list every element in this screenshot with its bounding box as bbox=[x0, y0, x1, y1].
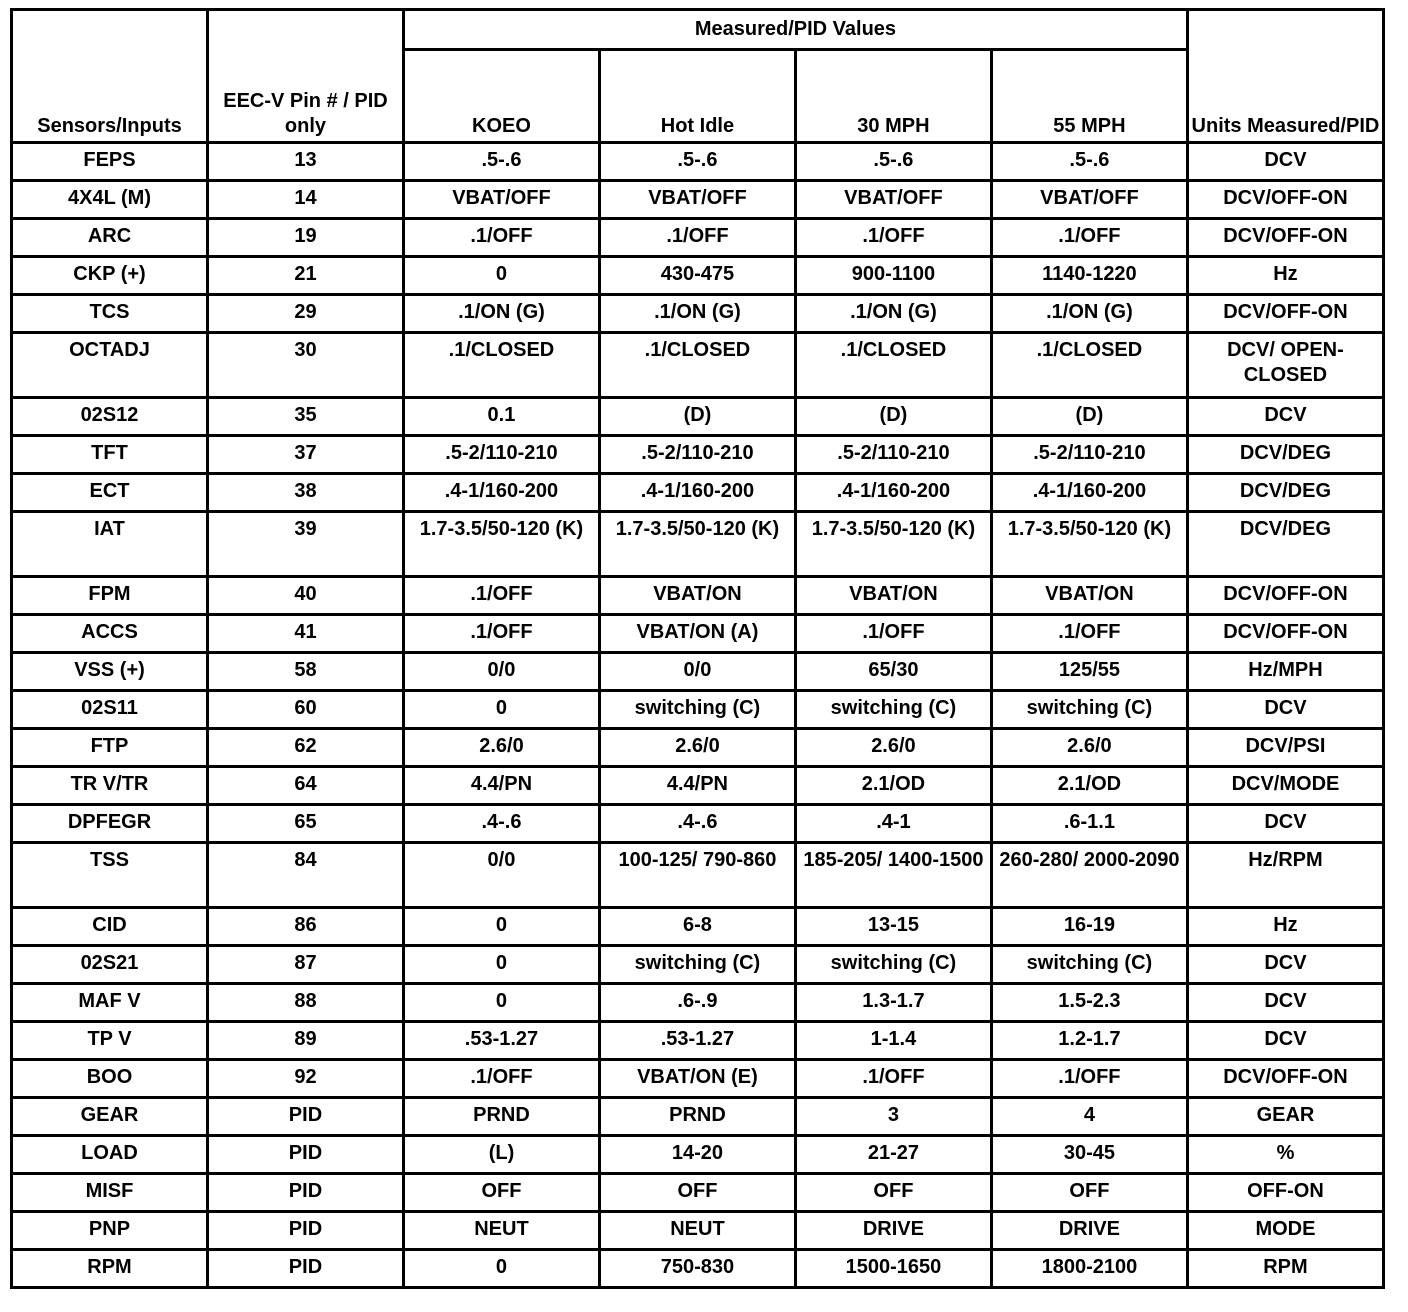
pin-cell: 84 bbox=[207, 843, 403, 908]
mph55-cell: 1800-2100 bbox=[991, 1250, 1187, 1288]
table-row bbox=[12, 512, 1384, 577]
units-cell: GEAR bbox=[1187, 1098, 1383, 1136]
hot-idle-cell: 6-8 bbox=[599, 908, 795, 946]
mph55-cell: VBAT/OFF bbox=[991, 181, 1187, 219]
mph30-cell: DRIVE bbox=[795, 1212, 991, 1250]
hot-idle-cell: .4-1/160-200 bbox=[599, 474, 795, 512]
mph30-cell: switching (C) bbox=[795, 691, 991, 729]
units-cell: MODE bbox=[1187, 1212, 1383, 1250]
sensor-cell: TCS bbox=[12, 295, 208, 333]
pin-cell: PID bbox=[207, 1174, 403, 1212]
hot-idle-cell: .4-.6 bbox=[599, 805, 795, 843]
pin-cell: 87 bbox=[207, 946, 403, 984]
units-cell: DCV/ OPEN-CLOSED bbox=[1187, 333, 1383, 398]
header-30-mph: 30 MPH bbox=[795, 49, 991, 142]
mph30-cell: VBAT/OFF bbox=[795, 181, 991, 219]
sensor-cell: TR V/TR bbox=[12, 767, 208, 805]
koeo-cell: .4-1/160-200 bbox=[403, 474, 599, 512]
pin-cell: PID bbox=[207, 1212, 403, 1250]
hot-idle-cell: 2.6/0 bbox=[599, 729, 795, 767]
mph30-cell: .4-1 bbox=[795, 805, 991, 843]
table-row bbox=[12, 1136, 1384, 1174]
hot-idle-cell: 4.4/PN bbox=[599, 767, 795, 805]
mph30-cell: VBAT/ON bbox=[795, 577, 991, 615]
mph30-cell: .5-.6 bbox=[795, 143, 991, 181]
koeo-cell: VBAT/OFF bbox=[403, 181, 599, 219]
sensor-cell: 4X4L (M) bbox=[12, 181, 208, 219]
mph55-cell: .1/ON (G) bbox=[991, 295, 1187, 333]
table-row bbox=[12, 908, 1384, 946]
mph55-cell: switching (C) bbox=[991, 691, 1187, 729]
pin-cell: 58 bbox=[207, 653, 403, 691]
hot-idle-cell: .5-2/110-210 bbox=[599, 436, 795, 474]
table-row bbox=[12, 1060, 1384, 1098]
sensor-cell: ACCS bbox=[12, 615, 208, 653]
table-row bbox=[12, 946, 1384, 984]
mph30-cell: 1500-1650 bbox=[795, 1250, 991, 1288]
pin-cell: PID bbox=[207, 1250, 403, 1288]
koeo-cell: NEUT bbox=[403, 1212, 599, 1250]
units-cell: DCV/OFF-ON bbox=[1187, 577, 1383, 615]
mph55-cell: 16-19 bbox=[991, 908, 1187, 946]
sensor-cell: VSS (+) bbox=[12, 653, 208, 691]
hot-idle-cell: .1/CLOSED bbox=[599, 333, 795, 398]
mph30-cell: 21-27 bbox=[795, 1136, 991, 1174]
koeo-cell: .1/OFF bbox=[403, 1060, 599, 1098]
sensor-cell: 02S11 bbox=[12, 691, 208, 729]
mph55-cell: 260-280/ 2000-2090 bbox=[991, 843, 1187, 908]
mph30-cell: .1/OFF bbox=[795, 219, 991, 257]
koeo-cell: 0 bbox=[403, 691, 599, 729]
mph30-cell: 13-15 bbox=[795, 908, 991, 946]
units-cell: DCV/PSI bbox=[1187, 729, 1383, 767]
pin-cell: 62 bbox=[207, 729, 403, 767]
pin-cell: 19 bbox=[207, 219, 403, 257]
koeo-cell: .5-.6 bbox=[403, 143, 599, 181]
hot-idle-cell: 430-475 bbox=[599, 257, 795, 295]
header-55-mph: 55 MPH bbox=[991, 49, 1187, 142]
koeo-cell: .1/ON (G) bbox=[403, 295, 599, 333]
mph55-cell: 1.7-3.5/50-120 (K) bbox=[991, 512, 1187, 577]
sensor-cell: TP V bbox=[12, 1022, 208, 1060]
mph55-cell: OFF bbox=[991, 1174, 1187, 1212]
mph55-cell: .4-1/160-200 bbox=[991, 474, 1187, 512]
hot-idle-cell: VBAT/ON (E) bbox=[599, 1060, 795, 1098]
table-header bbox=[12, 10, 1384, 143]
hot-idle-cell: 1.7-3.5/50-120 (K) bbox=[599, 512, 795, 577]
units-cell: DCV/OFF-ON bbox=[1187, 181, 1383, 219]
mph55-cell: .5-.6 bbox=[991, 143, 1187, 181]
units-cell: DCV bbox=[1187, 946, 1383, 984]
mph30-cell: OFF bbox=[795, 1174, 991, 1212]
table-row bbox=[12, 1212, 1384, 1250]
table-row bbox=[12, 615, 1384, 653]
mph30-cell: (D) bbox=[795, 398, 991, 436]
sensor-cell: IAT bbox=[12, 512, 208, 577]
pin-cell: 41 bbox=[207, 615, 403, 653]
mph55-cell: switching (C) bbox=[991, 946, 1187, 984]
sensor-cell: ARC bbox=[12, 219, 208, 257]
koeo-cell: 0 bbox=[403, 1250, 599, 1288]
mph30-cell: switching (C) bbox=[795, 946, 991, 984]
mph55-cell: .1/CLOSED bbox=[991, 333, 1187, 398]
mph55-cell: 1.5-2.3 bbox=[991, 984, 1187, 1022]
mph30-cell: 3 bbox=[795, 1098, 991, 1136]
hot-idle-cell: VBAT/OFF bbox=[599, 181, 795, 219]
sensor-cell: OCTADJ bbox=[12, 333, 208, 398]
table-row bbox=[12, 1174, 1384, 1212]
hot-idle-cell: .5-.6 bbox=[599, 143, 795, 181]
sensor-cell: TFT bbox=[12, 436, 208, 474]
units-cell: DCV/MODE bbox=[1187, 767, 1383, 805]
mph30-cell: .5-2/110-210 bbox=[795, 436, 991, 474]
mph30-cell: .1/CLOSED bbox=[795, 333, 991, 398]
hot-idle-cell: OFF bbox=[599, 1174, 795, 1212]
table-row bbox=[12, 767, 1384, 805]
mph30-cell: .1/ON (G) bbox=[795, 295, 991, 333]
sensor-cell: FEPS bbox=[12, 143, 208, 181]
units-cell: DCV/DEG bbox=[1187, 474, 1383, 512]
pin-cell: PID bbox=[207, 1098, 403, 1136]
mph30-cell: 2.1/OD bbox=[795, 767, 991, 805]
koeo-cell: .1/OFF bbox=[403, 615, 599, 653]
hot-idle-cell: VBAT/ON bbox=[599, 577, 795, 615]
pin-cell: 92 bbox=[207, 1060, 403, 1098]
units-cell: DCV/OFF-ON bbox=[1187, 219, 1383, 257]
sensor-cell: 02S12 bbox=[12, 398, 208, 436]
units-cell: Hz bbox=[1187, 908, 1383, 946]
table-row bbox=[12, 653, 1384, 691]
units-cell: Hz bbox=[1187, 257, 1383, 295]
koeo-cell: 0/0 bbox=[403, 653, 599, 691]
pin-cell: 89 bbox=[207, 1022, 403, 1060]
header-hot-idle: Hot Idle bbox=[599, 49, 795, 142]
koeo-cell: OFF bbox=[403, 1174, 599, 1212]
sensor-cell: BOO bbox=[12, 1060, 208, 1098]
table-row bbox=[12, 1022, 1384, 1060]
sensor-cell: PNP bbox=[12, 1212, 208, 1250]
units-cell: DCV bbox=[1187, 398, 1383, 436]
mph55-cell: (D) bbox=[991, 398, 1187, 436]
hot-idle-cell: NEUT bbox=[599, 1212, 795, 1250]
koeo-cell: 0 bbox=[403, 946, 599, 984]
hot-idle-cell: 14-20 bbox=[599, 1136, 795, 1174]
koeo-cell: PRND bbox=[403, 1098, 599, 1136]
table-row bbox=[12, 219, 1384, 257]
mph30-cell: 1.3-1.7 bbox=[795, 984, 991, 1022]
sensor-cell: FPM bbox=[12, 577, 208, 615]
mph30-cell: 1-1.4 bbox=[795, 1022, 991, 1060]
koeo-cell: .1/CLOSED bbox=[403, 333, 599, 398]
table-row bbox=[12, 474, 1384, 512]
hot-idle-cell: .6-.9 bbox=[599, 984, 795, 1022]
table-row bbox=[12, 843, 1384, 908]
mph30-cell: .1/OFF bbox=[795, 1060, 991, 1098]
units-cell: DCV/DEG bbox=[1187, 512, 1383, 577]
hot-idle-cell: (D) bbox=[599, 398, 795, 436]
mph55-cell: 2.6/0 bbox=[991, 729, 1187, 767]
pin-cell: 65 bbox=[207, 805, 403, 843]
units-cell: DCV bbox=[1187, 805, 1383, 843]
table-body bbox=[12, 143, 1384, 1288]
sensor-values-document bbox=[10, 8, 1385, 1289]
pin-cell: 60 bbox=[207, 691, 403, 729]
pin-cell: PID bbox=[207, 1136, 403, 1174]
koeo-cell: 2.6/0 bbox=[403, 729, 599, 767]
table-row bbox=[12, 181, 1384, 219]
hot-idle-cell: .1/OFF bbox=[599, 219, 795, 257]
mph30-cell: 65/30 bbox=[795, 653, 991, 691]
table-row bbox=[12, 333, 1384, 398]
mph55-cell: 2.1/OD bbox=[991, 767, 1187, 805]
sensor-cell: DPFEGR bbox=[12, 805, 208, 843]
mph55-cell: 30-45 bbox=[991, 1136, 1187, 1174]
sensor-cell: CKP (+) bbox=[12, 257, 208, 295]
table-row bbox=[12, 257, 1384, 295]
sensor-cell: MISF bbox=[12, 1174, 208, 1212]
pin-cell: 39 bbox=[207, 512, 403, 577]
units-cell: % bbox=[1187, 1136, 1383, 1174]
pin-cell: 13 bbox=[207, 143, 403, 181]
mph30-cell: 900-1100 bbox=[795, 257, 991, 295]
units-cell: DCV bbox=[1187, 691, 1383, 729]
sensor-cell: LOAD bbox=[12, 1136, 208, 1174]
table-row bbox=[12, 805, 1384, 843]
mph55-cell: 125/55 bbox=[991, 653, 1187, 691]
koeo-cell: 0 bbox=[403, 908, 599, 946]
pin-cell: 29 bbox=[207, 295, 403, 333]
units-cell: DCV/OFF-ON bbox=[1187, 1060, 1383, 1098]
mph55-cell: .1/OFF bbox=[991, 615, 1187, 653]
table-row bbox=[12, 1250, 1384, 1288]
pin-cell: 37 bbox=[207, 436, 403, 474]
pin-cell: 86 bbox=[207, 908, 403, 946]
table-row bbox=[12, 398, 1384, 436]
pin-cell: 88 bbox=[207, 984, 403, 1022]
koeo-cell: .4-.6 bbox=[403, 805, 599, 843]
mph55-cell: .1/OFF bbox=[991, 219, 1187, 257]
mph30-cell: 185-205/ 1400-1500 bbox=[795, 843, 991, 908]
hot-idle-cell: 0/0 bbox=[599, 653, 795, 691]
table-row bbox=[12, 436, 1384, 474]
koeo-cell: 0 bbox=[403, 257, 599, 295]
koeo-cell: 0.1 bbox=[403, 398, 599, 436]
hot-idle-cell: VBAT/ON (A) bbox=[599, 615, 795, 653]
mph30-cell: .4-1/160-200 bbox=[795, 474, 991, 512]
hot-idle-cell: switching (C) bbox=[599, 691, 795, 729]
units-cell: DCV/OFF-ON bbox=[1187, 295, 1383, 333]
koeo-cell: 0 bbox=[403, 984, 599, 1022]
mph55-cell: .6-1.1 bbox=[991, 805, 1187, 843]
sensor-cell: FTP bbox=[12, 729, 208, 767]
pin-cell: 30 bbox=[207, 333, 403, 398]
mph55-cell: .5-2/110-210 bbox=[991, 436, 1187, 474]
hot-idle-cell: .53-1.27 bbox=[599, 1022, 795, 1060]
pin-cell: 21 bbox=[207, 257, 403, 295]
mph30-cell: .1/OFF bbox=[795, 615, 991, 653]
units-cell: DCV/DEG bbox=[1187, 436, 1383, 474]
table-row bbox=[12, 729, 1384, 767]
sensor-cell: 02S21 bbox=[12, 946, 208, 984]
koeo-cell: 1.7-3.5/50-120 (K) bbox=[403, 512, 599, 577]
units-cell: DCV bbox=[1187, 984, 1383, 1022]
sensor-values-table bbox=[10, 8, 1385, 1289]
mph55-cell: VBAT/ON bbox=[991, 577, 1187, 615]
koeo-cell: .5-2/110-210 bbox=[403, 436, 599, 474]
hot-idle-cell: switching (C) bbox=[599, 946, 795, 984]
units-cell: OFF-ON bbox=[1187, 1174, 1383, 1212]
sensor-cell: CID bbox=[12, 908, 208, 946]
units-cell: DCV bbox=[1187, 1022, 1383, 1060]
header-measured-pid-values: Measured/PID Values bbox=[403, 10, 1187, 50]
table-row bbox=[12, 143, 1384, 181]
sensor-cell: MAF V bbox=[12, 984, 208, 1022]
mph55-cell: 4 bbox=[991, 1098, 1187, 1136]
mph55-cell: 1.2-1.7 bbox=[991, 1022, 1187, 1060]
koeo-cell: .53-1.27 bbox=[403, 1022, 599, 1060]
pin-cell: 38 bbox=[207, 474, 403, 512]
mph30-cell: 1.7-3.5/50-120 (K) bbox=[795, 512, 991, 577]
table-row bbox=[12, 691, 1384, 729]
table-row bbox=[12, 295, 1384, 333]
sensor-cell: TSS bbox=[12, 843, 208, 908]
header-sensors-inputs: Sensors/Inputs bbox=[12, 10, 208, 143]
units-cell: DCV bbox=[1187, 143, 1383, 181]
units-cell: RPM bbox=[1187, 1250, 1383, 1288]
sensor-cell: RPM bbox=[12, 1250, 208, 1288]
hot-idle-cell: 100-125/ 790-860 bbox=[599, 843, 795, 908]
table-row bbox=[12, 1098, 1384, 1136]
koeo-cell: .1/OFF bbox=[403, 577, 599, 615]
units-cell: Hz/RPM bbox=[1187, 843, 1383, 908]
koeo-cell: 0/0 bbox=[403, 843, 599, 908]
koeo-cell: 4.4/PN bbox=[403, 767, 599, 805]
pin-cell: 40 bbox=[207, 577, 403, 615]
mph55-cell: DRIVE bbox=[991, 1212, 1187, 1250]
units-cell: DCV/OFF-ON bbox=[1187, 615, 1383, 653]
pin-cell: 64 bbox=[207, 767, 403, 805]
hot-idle-cell: 750-830 bbox=[599, 1250, 795, 1288]
pin-cell: 35 bbox=[207, 398, 403, 436]
hot-idle-cell: .1/ON (G) bbox=[599, 295, 795, 333]
units-cell: Hz/MPH bbox=[1187, 653, 1383, 691]
mph30-cell: 2.6/0 bbox=[795, 729, 991, 767]
mph55-cell: 1140-1220 bbox=[991, 257, 1187, 295]
header-pin-pid: EEC-V Pin # / PID only bbox=[207, 10, 403, 143]
koeo-cell: .1/OFF bbox=[403, 219, 599, 257]
table-row bbox=[12, 577, 1384, 615]
koeo-cell: (L) bbox=[403, 1136, 599, 1174]
header-units-measured-pid: Units Measured/PID bbox=[1187, 10, 1383, 143]
table-row bbox=[12, 984, 1384, 1022]
pin-cell: 14 bbox=[207, 181, 403, 219]
sensor-cell: GEAR bbox=[12, 1098, 208, 1136]
sensor-cell: ECT bbox=[12, 474, 208, 512]
mph55-cell: .1/OFF bbox=[991, 1060, 1187, 1098]
header-koeo: KOEO bbox=[403, 49, 599, 142]
hot-idle-cell: PRND bbox=[599, 1098, 795, 1136]
